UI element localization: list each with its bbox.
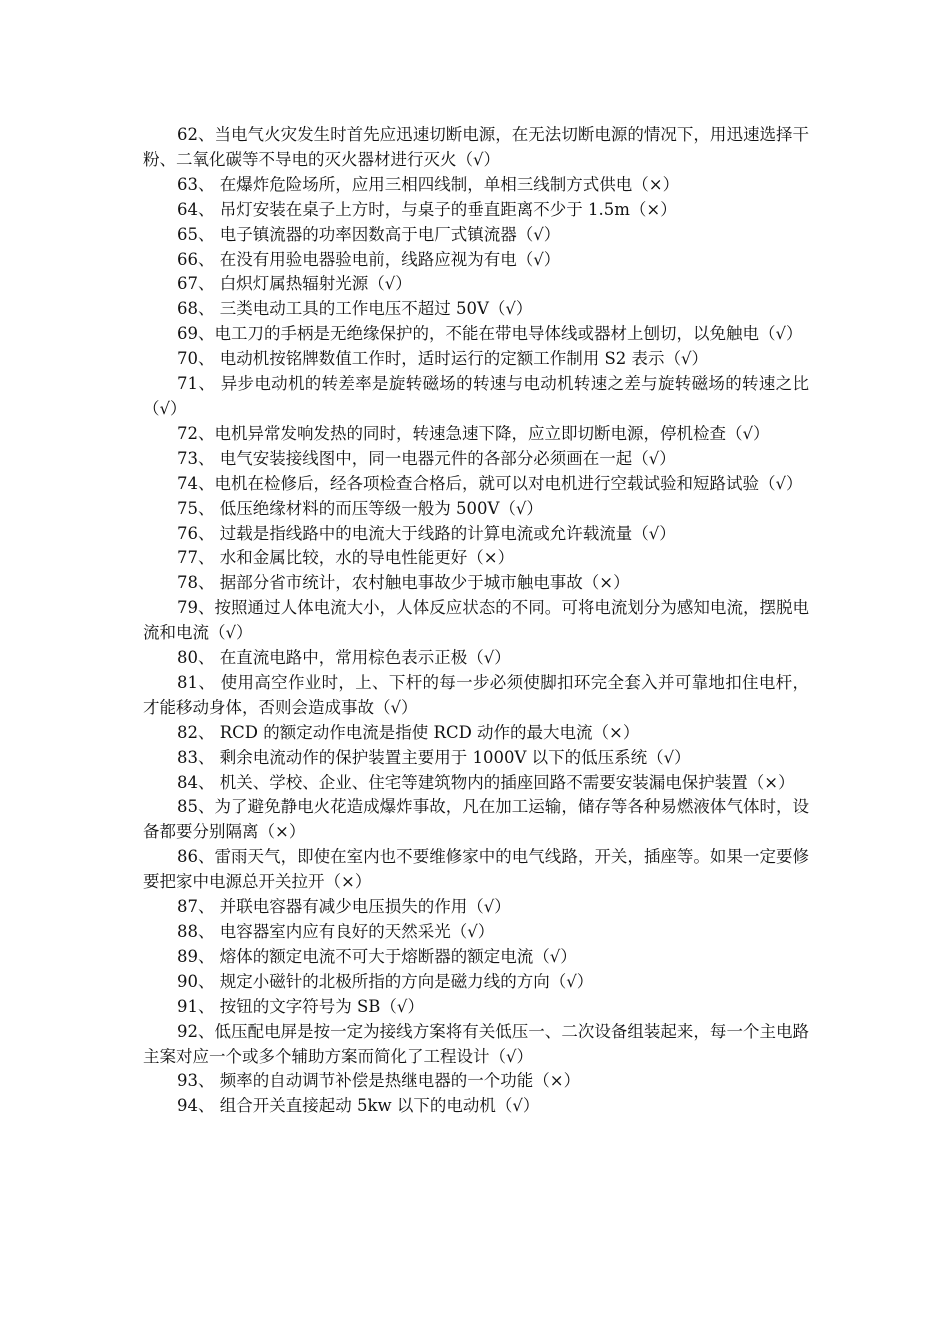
question-text: 电机在检修后，经各项检查合格后，就可以对电机进行空载试验和短路试验（√） bbox=[214, 473, 803, 493]
question-item bbox=[143, 297, 809, 322]
question-text: 吊灯安装在桌子上方时，与桌子的垂直距离不少于 1.5m（×） bbox=[219, 199, 677, 219]
question-text: 白炽灯属热辐射光源（√） bbox=[219, 274, 412, 294]
question-text: 为了避免静电火花造成爆炸事故，凡在加工运输，储存等各种易燃液体气体时，设备都要分别隔离（×） bbox=[143, 797, 810, 842]
question-separator: 、 bbox=[198, 349, 220, 369]
question-item bbox=[143, 1094, 809, 1119]
question-separator: 、 bbox=[198, 897, 220, 917]
question-text: 异步电动机的转差率是旋转磁场的转速与电动机转速之差与旋转磁场的转速之比（√） bbox=[143, 374, 810, 418]
question-number: 92 bbox=[177, 1021, 198, 1041]
question-number: 91 bbox=[177, 996, 198, 1016]
question-list bbox=[143, 123, 809, 1119]
question-item bbox=[143, 497, 809, 522]
question-text: 雷雨天气，即使在室内也不要维修家中的电气线路，开关，插座等。如果一定要修要把家中电源总开关拉开（×） bbox=[143, 847, 810, 892]
question-item bbox=[143, 795, 809, 845]
question-number: 93 bbox=[177, 1071, 198, 1091]
question-separator: 、 bbox=[198, 423, 215, 443]
question-item bbox=[143, 372, 809, 422]
question-number: 89 bbox=[177, 946, 198, 966]
question-item bbox=[143, 123, 809, 173]
question-text: 水和金属比较，水的导电性能更好（×） bbox=[219, 548, 515, 568]
question-number: 76 bbox=[177, 523, 198, 543]
question-item bbox=[143, 472, 809, 497]
question-separator: 、 bbox=[198, 199, 220, 219]
question-text: 当电气火灾发生时首先应迅速切断电源，在无法切断电源的情况下，用迅速选择干粉、二氧化碳等不导电的灭火器材进行灭火（√） bbox=[143, 125, 810, 169]
question-number: 83 bbox=[177, 747, 198, 767]
question-number: 73 bbox=[177, 448, 198, 468]
question-item bbox=[143, 771, 809, 796]
question-separator: 、 bbox=[198, 125, 215, 144]
question-text: 按照通过人体电流大小，人体反应状态的不同。可将电流划分为感知电流，摆脱电流和电流（√） bbox=[143, 598, 810, 643]
question-separator: 、 bbox=[198, 1071, 220, 1091]
question-number: 65 bbox=[177, 224, 198, 244]
question-separator: 、 bbox=[198, 648, 220, 668]
question-separator: 、 bbox=[198, 448, 220, 468]
question-separator: 、 bbox=[198, 174, 220, 194]
question-text: 规定小磁针的北极所指的方向是磁力线的方向（√） bbox=[219, 971, 594, 991]
question-item bbox=[143, 272, 809, 297]
question-item bbox=[143, 845, 809, 895]
question-separator: 、 bbox=[198, 772, 220, 792]
question-item bbox=[143, 895, 809, 920]
question-item bbox=[143, 970, 809, 995]
question-text: 电子镇流器的功率因数高于电厂式镇流器（√） bbox=[219, 224, 561, 244]
question-number: 78 bbox=[177, 573, 198, 593]
question-number: 68 bbox=[177, 299, 198, 319]
question-separator: 、 bbox=[198, 523, 220, 543]
question-item bbox=[143, 571, 809, 596]
question-item bbox=[143, 223, 809, 248]
question-item bbox=[143, 322, 809, 347]
question-text: 据部分省市统计，农村触电事故少于城市触电事故（×） bbox=[219, 573, 630, 593]
question-separator: 、 bbox=[198, 498, 220, 518]
question-text: 熔体的额定电流不可大于熔断器的额定电流（√） bbox=[219, 946, 577, 966]
question-separator: 、 bbox=[198, 747, 220, 767]
question-separator: 、 bbox=[198, 374, 221, 394]
question-number: 86 bbox=[177, 847, 198, 867]
question-number: 69 bbox=[177, 324, 198, 344]
question-separator: 、 bbox=[198, 274, 220, 294]
question-item bbox=[143, 646, 809, 671]
question-number: 74 bbox=[177, 473, 198, 493]
question-text: 电机异常发响发热的同时，转速急速下降，应立即切断电源，停机检查（√） bbox=[214, 423, 770, 443]
question-number: 63 bbox=[177, 174, 198, 194]
question-item bbox=[143, 995, 809, 1020]
question-text: 电工刀的手柄是无绝缘保护的，不能在带电导体线或器材上刨切，以免触电（√） bbox=[214, 324, 803, 344]
question-text: 在直流电路中，常用棕色表示正极（√） bbox=[219, 648, 511, 668]
question-separator: 、 bbox=[198, 1021, 215, 1041]
question-text: 在爆炸危险场所，应用三相四线制，单相三线制方式供电（×） bbox=[219, 174, 680, 194]
question-separator: 、 bbox=[198, 1096, 220, 1116]
question-separator: 、 bbox=[198, 299, 220, 319]
question-text: RCD 的额定动作电流是指使 RCD 动作的最大电流（×） bbox=[219, 722, 640, 742]
question-number: 67 bbox=[177, 274, 198, 294]
question-item bbox=[143, 248, 809, 273]
question-separator: 、 bbox=[198, 224, 220, 244]
question-text: 机关、学校、企业、住宅等建筑物内的插座回路不需要安装漏电保护装置（×） bbox=[219, 772, 795, 792]
question-item bbox=[143, 546, 809, 571]
question-item bbox=[143, 671, 809, 721]
question-number: 64 bbox=[177, 199, 198, 219]
question-text: 并联电容器有减少电压损失的作用（√） bbox=[219, 897, 511, 917]
question-number: 80 bbox=[177, 648, 198, 668]
question-separator: 、 bbox=[198, 573, 220, 593]
question-number: 94 bbox=[177, 1096, 198, 1116]
question-text: 三类电动工具的工作电压不超过 50V（√） bbox=[219, 299, 533, 319]
question-item bbox=[143, 920, 809, 945]
question-number: 72 bbox=[177, 423, 198, 443]
question-separator: 、 bbox=[198, 672, 221, 692]
question-text: 低压配电屏是按一定为接线方案将有关低压一、二次设备组装起来，每一个主电路主案对应一个或多个辅助方案而简化了工程设计（√） bbox=[143, 1021, 810, 1066]
question-text: 过载是指线路中的电流大于线路的计算电流或允许载流量（√） bbox=[219, 523, 676, 543]
question-number: 77 bbox=[177, 548, 198, 568]
question-separator: 、 bbox=[198, 249, 220, 269]
question-item bbox=[143, 1069, 809, 1094]
question-separator: 、 bbox=[198, 946, 220, 966]
question-item bbox=[143, 198, 809, 223]
question-separator: 、 bbox=[198, 922, 220, 941]
question-separator: 、 bbox=[198, 722, 220, 742]
question-separator: 、 bbox=[198, 548, 220, 568]
question-number: 70 bbox=[177, 349, 198, 369]
question-number: 87 bbox=[177, 897, 198, 917]
question-separator: 、 bbox=[198, 473, 215, 493]
question-number: 75 bbox=[177, 498, 198, 518]
question-text: 电动机按铭牌数值工作时，适时运行的定额工作制用 S2 表示（√） bbox=[219, 349, 709, 369]
question-number: 88 bbox=[177, 922, 198, 941]
question-number: 66 bbox=[177, 249, 198, 269]
question-text: 频率的自动调节补偿是热继电器的一个功能（×） bbox=[219, 1071, 581, 1091]
question-text: 剩余电流动作的保护装置主要用于 1000V 以下的低压系统（√） bbox=[219, 747, 691, 767]
question-item bbox=[143, 347, 809, 372]
question-item bbox=[143, 721, 809, 746]
question-item bbox=[143, 173, 809, 198]
question-item bbox=[143, 746, 809, 771]
question-text: 电气安装接线图中，同一电器元件的各部分必须画在一起（√） bbox=[219, 448, 676, 468]
question-text: 组合开关直接起动 5kw 以下的电动机（√） bbox=[219, 1096, 540, 1116]
question-number: 84 bbox=[177, 772, 198, 792]
question-separator: 、 bbox=[198, 324, 215, 344]
question-number: 62 bbox=[177, 125, 198, 144]
question-number: 71 bbox=[177, 374, 198, 394]
question-item bbox=[143, 522, 809, 547]
question-number: 90 bbox=[177, 971, 198, 991]
question-text: 按钮的文字符号为 SB（√） bbox=[219, 996, 424, 1016]
question-text: 低压绝缘材料的而压等级一般为 500V（√） bbox=[219, 498, 543, 518]
question-separator: 、 bbox=[198, 971, 220, 991]
question-item bbox=[143, 1020, 809, 1070]
question-separator: 、 bbox=[198, 847, 215, 867]
question-number: 85 bbox=[177, 797, 198, 817]
question-separator: 、 bbox=[198, 996, 220, 1016]
question-item bbox=[143, 596, 809, 646]
question-separator: 、 bbox=[198, 598, 215, 618]
question-separator: 、 bbox=[198, 797, 215, 817]
question-number: 81 bbox=[177, 672, 198, 692]
question-number: 79 bbox=[177, 598, 198, 618]
question-number: 82 bbox=[177, 722, 198, 742]
question-text: 在没有用验电器验电前，线路应视为有电（√） bbox=[219, 249, 561, 269]
question-item bbox=[143, 945, 809, 970]
question-text: 使用高空作业时，上、下杆的每一步必须使脚扣环完全套入并可靠地扣住电杆，才能移动身体，否则会造成事故（√） bbox=[143, 672, 810, 717]
question-item bbox=[143, 422, 809, 447]
question-text: 电容器室内应有良好的天然采光（√） bbox=[219, 922, 495, 941]
question-item bbox=[143, 447, 809, 472]
